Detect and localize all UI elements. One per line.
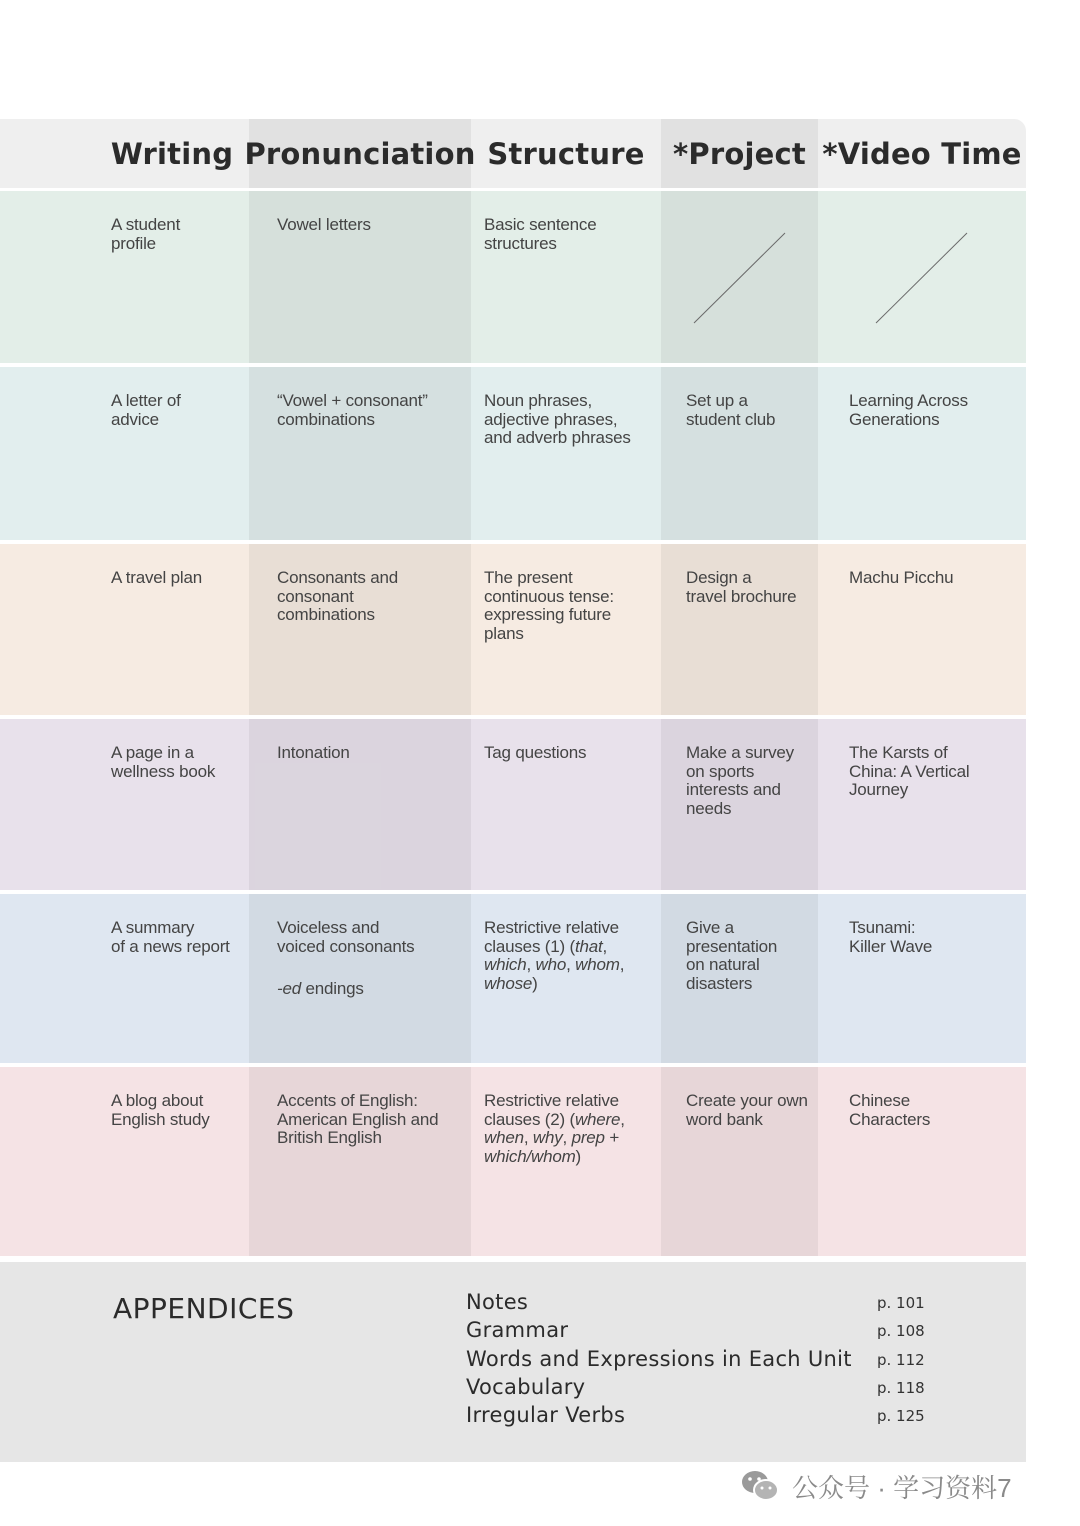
contents-table	[0, 119, 1026, 1462]
cell-line: disasters	[686, 973, 753, 993]
appendices-section	[0, 1262, 1026, 1462]
cell-line	[277, 956, 414, 980]
cell-line: and adverb phrases	[484, 428, 631, 447]
cell-line: combinations	[277, 605, 375, 624]
cell-line: British English	[277, 1128, 382, 1147]
table-row	[0, 894, 1026, 1063]
cell-line: Make a survey	[686, 743, 794, 762]
table-row	[0, 367, 1026, 540]
cell-line: Characters	[849, 1109, 931, 1129]
cell-line: continuous tense:	[484, 586, 614, 606]
cell-line: clauses (2) (where,	[484, 1109, 625, 1129]
cell-line: student club	[686, 409, 776, 429]
appendix-item[interactable]: Words and Expressions in Each Unit	[466, 1346, 852, 1371]
cell-pronunciation	[277, 392, 428, 429]
table-row	[0, 1067, 1026, 1256]
cell-line: profile	[111, 233, 156, 253]
appendix-item[interactable]: Vocabulary	[466, 1374, 586, 1399]
cell-pronunciation	[277, 744, 350, 763]
appendix-item[interactable]: Notes	[466, 1290, 529, 1314]
cell-line: consonant	[277, 586, 354, 606]
not-applicable-slash	[692, 231, 788, 325]
cell-pronunciation	[277, 919, 414, 999]
cell-line: expressing future	[484, 605, 612, 624]
cell-writing	[111, 392, 181, 429]
cell-line: adjective phrases,	[484, 409, 618, 429]
cell-line: A letter of	[111, 391, 181, 410]
table-row	[0, 719, 1026, 890]
cell-line: presentation	[686, 936, 778, 956]
cell-line: structures	[484, 233, 557, 253]
cell-line: Journey	[849, 780, 909, 799]
cell-line: Create your own	[686, 1091, 808, 1110]
cell-writing	[111, 216, 180, 253]
cell-video-time	[849, 744, 969, 800]
header-pronunciation: Pronunciation	[244, 136, 476, 171]
cell-line: -ed endings	[277, 979, 364, 998]
cell-line: A summary	[111, 918, 195, 937]
cell-line: Machu Picchu	[849, 568, 954, 587]
appendix-item[interactable]: Grammar	[466, 1318, 569, 1343]
cell-line: on natural	[686, 955, 760, 974]
header-writing: Writing	[110, 136, 234, 171]
appendix-page-number: p. 118	[877, 1378, 925, 1397]
cell-writing	[111, 919, 230, 956]
table-row	[0, 544, 1026, 715]
header-structure: Structure	[487, 136, 645, 171]
cell-video-time	[849, 1092, 930, 1129]
cell-project	[686, 392, 775, 429]
cell-line: Restrictive relative	[484, 1091, 619, 1110]
header-project: *Project	[673, 136, 806, 171]
cell-project	[686, 919, 777, 993]
appendix-page-number: p. 112	[877, 1350, 925, 1369]
cell-writing	[111, 569, 202, 588]
cell-video-time	[849, 919, 932, 956]
cell-line: interests and	[686, 780, 781, 799]
cell-line: A page in a	[111, 743, 194, 762]
cell-structure	[484, 744, 586, 763]
cell-line: A blog about	[111, 1091, 204, 1110]
cell-line: The Karsts of	[849, 743, 948, 762]
cell-line: Consonants and	[277, 568, 399, 587]
cell-line: A student	[111, 215, 181, 234]
cell-line: plans	[484, 623, 524, 643]
cell-line: Design a	[686, 568, 752, 587]
cell-writing	[111, 744, 215, 781]
appendices-title: APPENDICES	[113, 1292, 295, 1325]
cell-line: when, why, prep +	[484, 1128, 620, 1147]
cell-line: English study	[111, 1109, 210, 1129]
wechat-icon	[740, 1469, 780, 1503]
cell-line: Give a	[686, 918, 734, 937]
cell-line: of a news report	[111, 936, 230, 956]
cell-line: Accents of English:	[277, 1091, 418, 1110]
cell-structure	[484, 919, 624, 993]
cell-line: China: A Vertical	[849, 761, 970, 781]
cell-pronunciation	[277, 1092, 438, 1148]
cell-line: American English and	[277, 1109, 439, 1129]
cell-pronunciation	[277, 569, 398, 625]
cell-line: Restrictive relative	[484, 918, 619, 937]
cell-line: voiced consonants	[277, 936, 415, 956]
cell-video-time	[849, 569, 953, 588]
cell-line: Learning Across	[849, 391, 968, 410]
cell-line: Vowel letters	[277, 215, 371, 234]
cell-structure	[484, 216, 597, 253]
appendix-item[interactable]: Irregular Verbs	[466, 1403, 626, 1428]
not-applicable-slash	[874, 231, 970, 325]
cell-line: Tag questions	[484, 743, 587, 762]
cell-video-time	[849, 392, 968, 429]
cell-structure	[484, 1092, 625, 1166]
cell-project	[686, 1092, 808, 1129]
cell-line: which/whom)	[484, 1146, 582, 1166]
cell-line: advice	[111, 409, 159, 429]
cell-line: combinations	[277, 409, 375, 429]
table-row	[0, 191, 1026, 363]
cell-line: on sports	[686, 761, 755, 781]
footer-text: 公众号 · 学习资料7	[792, 1472, 1012, 1503]
appendix-page-number: p. 101	[877, 1294, 925, 1312]
cell-pronunciation	[277, 216, 371, 235]
cell-line: A travel plan	[111, 568, 202, 587]
appendix-page-number: p. 125	[877, 1407, 925, 1426]
cell-line: travel brochure	[686, 586, 797, 606]
header-row	[0, 119, 1026, 188]
cell-project	[686, 744, 794, 818]
footer-watermark	[740, 1466, 1012, 1506]
cell-line: needs	[686, 798, 732, 818]
cell-line: Killer Wave	[849, 936, 933, 956]
cell-line: Set up a	[686, 391, 748, 410]
cell-project	[686, 569, 796, 606]
cell-line: wellness book	[111, 761, 216, 781]
cell-line: Basic sentence	[484, 215, 597, 234]
cell-line: Chinese	[849, 1091, 910, 1110]
cell-line: Intonation	[277, 743, 350, 762]
cell-line: word bank	[686, 1109, 763, 1129]
cell-line: whose)	[484, 973, 538, 993]
cell-line: Tsunami:	[849, 918, 916, 937]
cell-line: Generations	[849, 409, 940, 429]
cell-line: which, who, whom,	[484, 955, 625, 974]
cell-structure	[484, 569, 614, 643]
header-video-time: *Video Time	[822, 136, 1022, 171]
cell-line: “Vowel + consonant”	[277, 391, 428, 410]
cell-line: Voiceless and	[277, 918, 380, 937]
cell-writing	[111, 1092, 210, 1129]
cell-line: clauses (1) (that,	[484, 936, 608, 956]
cell-line: Noun phrases,	[484, 391, 592, 410]
cell-structure	[484, 392, 631, 448]
appendix-page-number: p. 108	[877, 1322, 925, 1341]
cell-line: The present	[484, 568, 573, 587]
